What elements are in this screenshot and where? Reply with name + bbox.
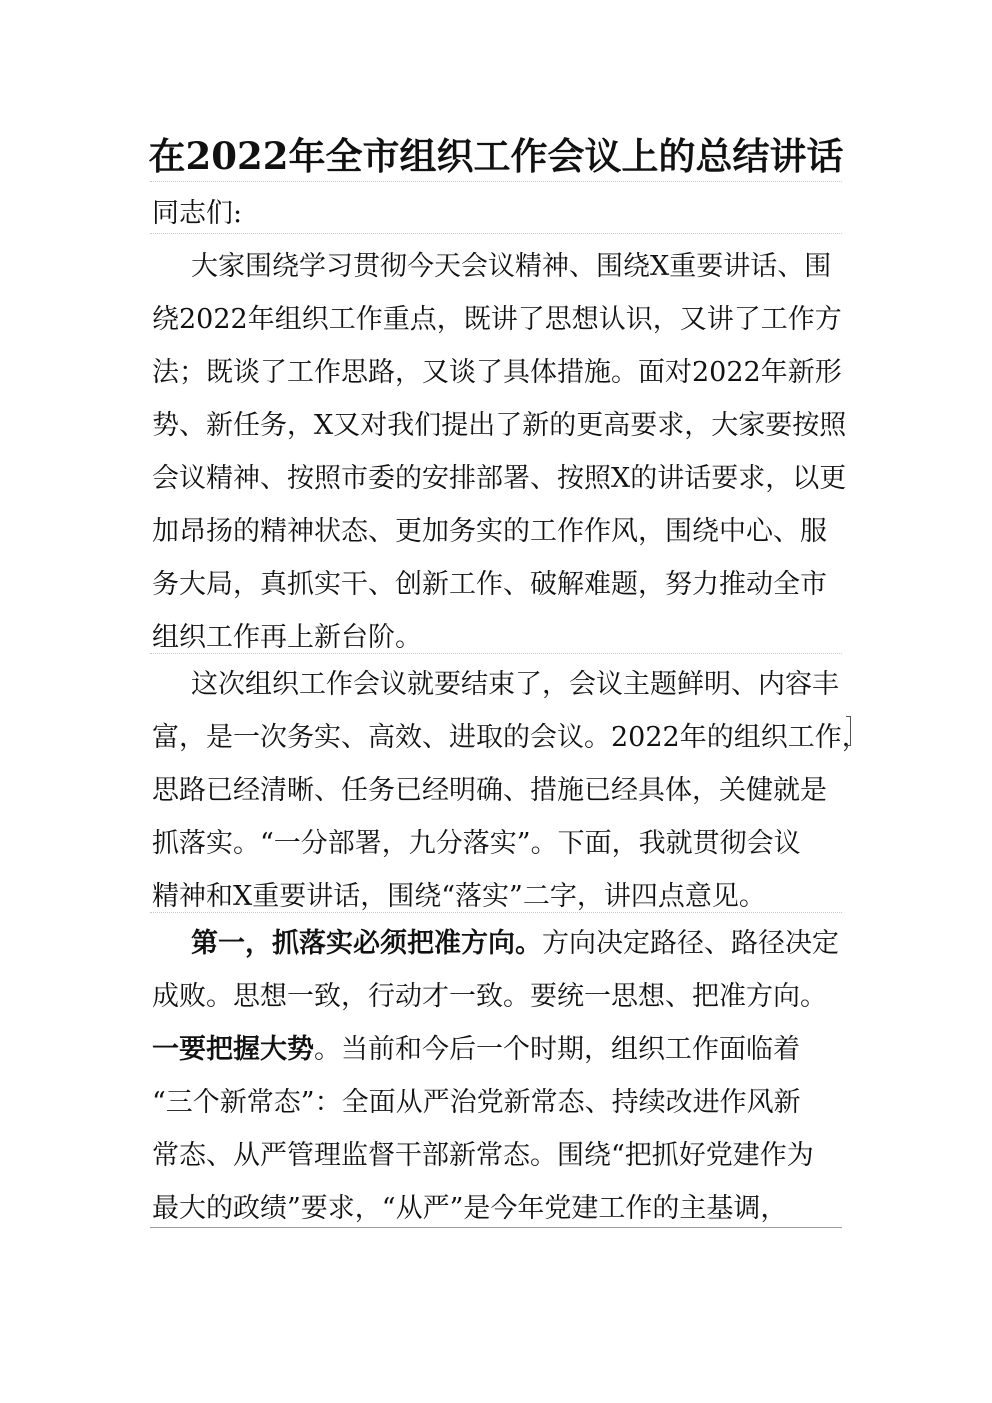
paragraph-line: 组织工作再上新台阶。 <box>152 622 422 653</box>
paragraph-line: 势、新任务，X又对我们提出了新的更高要求，大家要按照 <box>152 410 847 441</box>
page-bottom-rule <box>150 1227 842 1228</box>
paragraph-line: 务大局，真抓实干、创新工作、破解难题，努力推动全市 <box>152 569 827 600</box>
paragraph-1 <box>152 240 847 664</box>
paragraph-line: 富，是一次务实、高效、进取的会议。2022年的组织工作， <box>152 722 869 753</box>
paragraph-text: 方向决定路径、路径决定 <box>542 928 839 959</box>
paragraph-line: “三个新常态”：全面从严治党新常态、持续改进作风新 <box>152 1087 801 1118</box>
divider <box>150 181 842 182</box>
paragraph-line <box>152 917 842 970</box>
paragraph-line: 法；既谈了工作思路，又谈了具体措施。面对2022年新形 <box>152 357 842 388</box>
paragraph-line <box>152 1023 842 1076</box>
section-heading: 第一，抓落实必须把准方向。 <box>191 928 542 959</box>
paragraph-line: 最大的政绩”要求，“从严”是今年党建工作的主基调， <box>152 1193 788 1224</box>
paragraph-line: 这次组织工作会议就要结束了，会议主题鲜明、内容丰 <box>191 669 839 700</box>
sub-heading: 一要把握大势 <box>152 1034 314 1065</box>
divider <box>150 912 842 913</box>
paragraph-line: 绕2022年组织工作重点，既讲了思想认识，又讲了工作方 <box>152 304 842 335</box>
paragraph-line: 精神和X重要讲话，围绕“落实”二字，讲四点意见。 <box>152 881 766 912</box>
document-title: 在2022年全市组织工作会议上的总结讲话 <box>148 134 844 178</box>
paragraph-line: 抓落实。“一分部署，九分落实”。下面，我就贯彻会议 <box>152 828 801 859</box>
paragraph-line: 成败。思想一致，行动才一致。要统一思想、把准方向。 <box>152 981 827 1012</box>
paragraph-3 <box>152 917 842 1235</box>
paragraph-text: 。当前和今后一个时期，组织工作面临着 <box>314 1034 800 1065</box>
paragraph-2 <box>152 658 869 923</box>
paragraph-line: 常态、从严管理监督干部新常态。围绕“把抓好党建作为 <box>152 1140 814 1171</box>
paragraph-line: 加昂扬的精神状态、更加务实的工作作风，围绕中心、服 <box>152 516 827 547</box>
paragraph-line: 会议精神、按照市委的安排部署、按照X的讲话要求，以更 <box>152 463 847 494</box>
divider <box>150 233 842 234</box>
divider <box>150 653 842 654</box>
salutation-text: 同志们: <box>152 198 243 229</box>
paragraph-line: 大家围绕学习贯彻今天会议精神、围绕X重要讲话、围 <box>191 251 832 282</box>
margin-bracket-mark <box>846 716 851 746</box>
paragraph-line: 思路已经清晰、任务已经明确、措施已经具体，关健就是 <box>152 775 827 806</box>
